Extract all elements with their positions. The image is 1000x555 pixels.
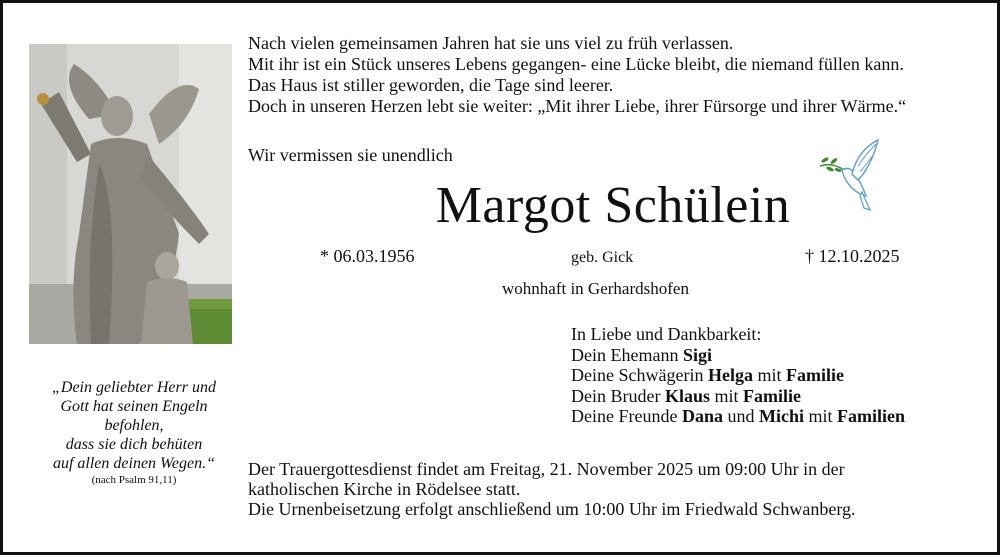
mourner-name: Dana — [681, 406, 723, 426]
service-info — [248, 459, 968, 519]
mourner-name: Klaus — [664, 385, 711, 406]
mourner-text: Deine Freunde — [571, 406, 682, 426]
intro-line: Das Haus ist stiller geworden, die Tage sind leerer. — [248, 75, 614, 95]
psalm-line: auf allen deinen Wegen.“ — [52, 455, 216, 472]
mourner-line — [571, 365, 905, 386]
service-line: Die Urnenbeisetzung erfolgt anschließend um 10:00 Uhr im Friedwald Schwanberg. — [248, 499, 856, 519]
mourner-text: Dein Ehemann — [571, 344, 683, 365]
residence: wohnhaft in Gerhardshofen — [502, 279, 689, 298]
death-date: † 12.10.2025 — [805, 246, 900, 266]
mourners-list — [571, 324, 905, 427]
mourner-text: mit — [803, 406, 837, 426]
mourner-line — [571, 406, 905, 427]
intro-line: Nach vielen gemeinsamen Jahren hat sie uns viel zu früh verlassen. — [248, 33, 734, 53]
miss-line: Wir vermissen sie unendlich — [248, 145, 453, 165]
intro-line: Mit ihr ist ein Stück unseres Lebens gegangen- eine Lücke bleibt, die niemand füllen kann. — [248, 54, 904, 74]
psalm-line: dass sie dich behüten — [65, 436, 203, 453]
mourner-line — [571, 386, 905, 407]
mourners-intro: In Liebe und Dankbarkeit: — [571, 324, 762, 344]
mourner-name: Michi — [758, 406, 804, 426]
intro-text — [248, 33, 988, 117]
psalm-quote — [23, 378, 245, 487]
maiden-name: geb. Gick — [571, 249, 634, 266]
dove-with-olive-branch-icon — [818, 136, 882, 212]
psalm-source: (nach Psalm 91,11) — [91, 474, 177, 486]
deceased-name: Margot Schülein — [435, 177, 791, 234]
mourner-text: und — [722, 406, 759, 426]
birth-date: * 06.03.1956 — [320, 246, 415, 266]
mourner-text: mit — [752, 365, 786, 385]
angel-statue-photo — [29, 44, 232, 344]
mourner-text: mit — [710, 385, 744, 406]
mourner-text: Dein Bruder — [571, 385, 665, 406]
mourner-name: Sigi — [682, 344, 712, 365]
intro-line: Doch in unseren Herzen lebt sie weiter: „Mit ihrer Liebe, ihrer Fürsorge und ihrer Wärme.“ — [248, 96, 907, 116]
mourner-name: Familien — [837, 406, 905, 426]
service-line: Der Trauergottesdienst findet am Freitag, 21. November 2025 um 09:00 Uhr in der — [248, 459, 845, 479]
service-line: katholischen Kirche in Rödelsee statt. — [248, 479, 521, 499]
psalm-line: befohlen, — [104, 417, 164, 434]
psalm-line: Gott hat seinen Engeln — [60, 398, 208, 415]
mourner-name: Familie — [785, 365, 844, 385]
psalm-line: „Dein geliebter Herr und — [52, 379, 216, 396]
mourner-name: Familie — [743, 385, 802, 406]
mourner-text: Deine Schwägerin — [571, 365, 708, 385]
mourner-line — [571, 345, 905, 366]
mourner-name: Helga — [707, 365, 753, 385]
